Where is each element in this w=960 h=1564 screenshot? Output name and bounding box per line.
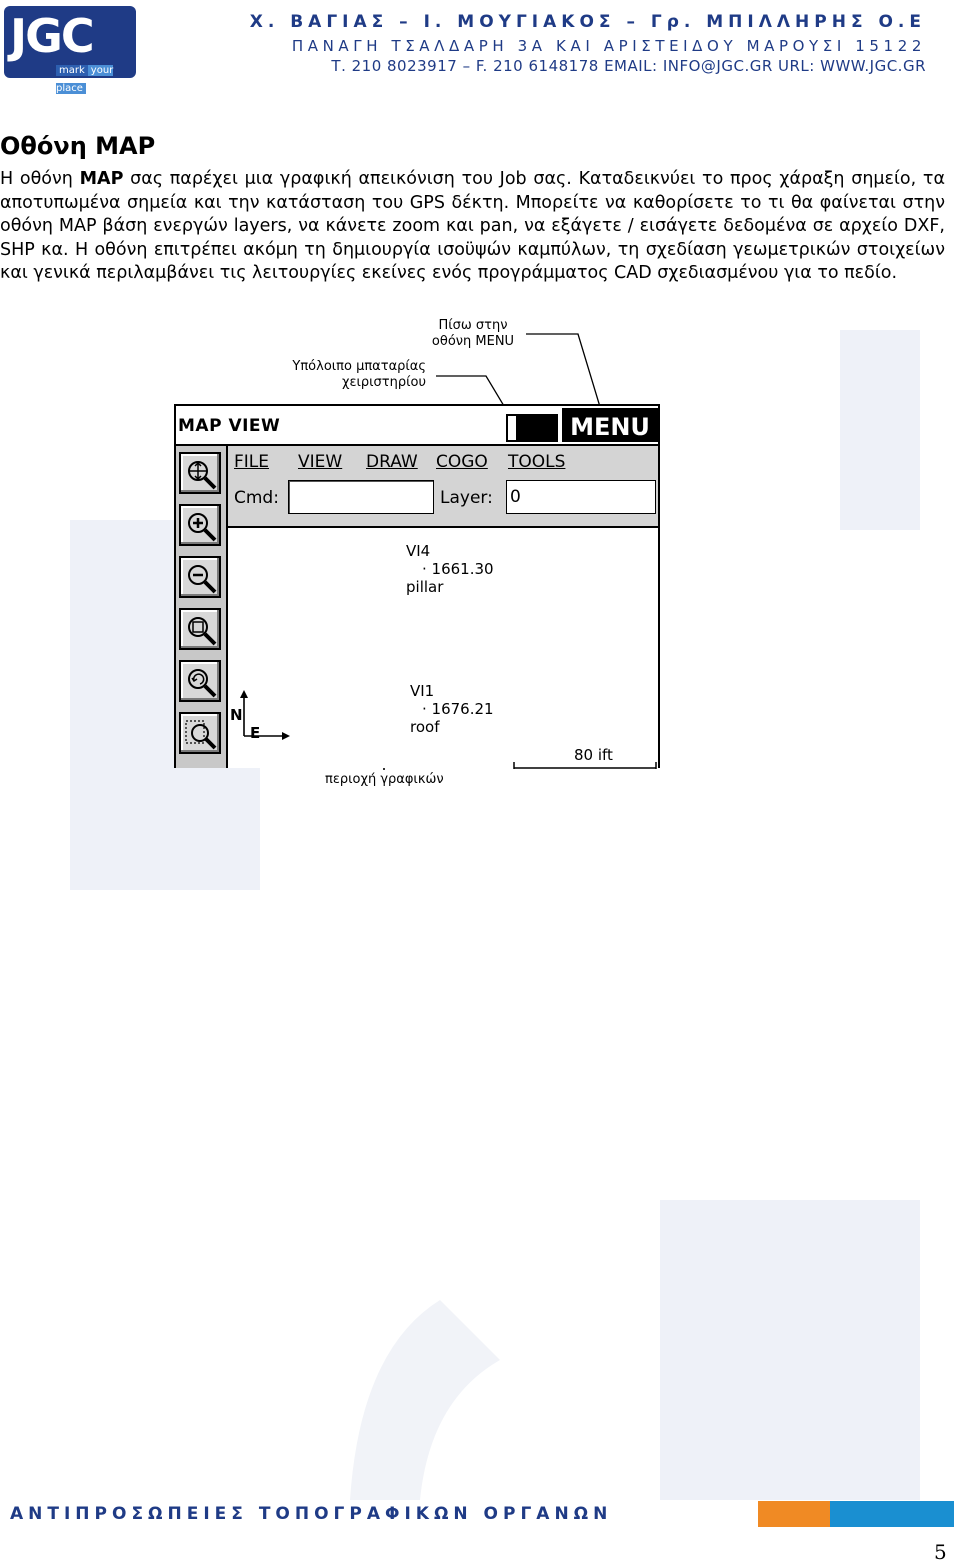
point-name: VI4 xyxy=(406,542,431,560)
battery-indicator xyxy=(506,414,558,442)
company-address: ΠΑΝΑΓΗ ΤΣΑΛΔΑΡΗ 3Α ΚΑΙ ΑΡΙΣΤΕΙΔΟΥ ΜΑΡΟΥΣΙ 15122 xyxy=(291,37,926,55)
map-view-screen xyxy=(174,404,660,768)
map-point[interactable] xyxy=(410,682,494,736)
zoom-window-icon[interactable] xyxy=(179,608,221,650)
callout-menu-line1: Πίσω στην xyxy=(438,318,508,333)
menu-tools[interactable]: TOOLS xyxy=(508,452,566,472)
point-code: pillar xyxy=(406,578,444,596)
section-title: Οθόνη MAP xyxy=(0,132,156,160)
company-contact: Τ. 210 8023917 – F. 210 6148178 EMAIL: INFO@JGC.GR URL: WWW.JGC.GR xyxy=(331,57,926,75)
footer-accent-blue xyxy=(830,1501,954,1527)
layer-label: Layer: xyxy=(440,488,493,508)
zoom-out-icon[interactable] xyxy=(179,556,221,598)
map-toolbar xyxy=(176,446,228,768)
callout-menu-line2: οθόνη MENU xyxy=(431,334,515,349)
logo-text: JGC xyxy=(10,9,93,63)
point-code: roof xyxy=(410,718,440,736)
east-label: E xyxy=(250,724,261,742)
north-label: N xyxy=(230,706,243,724)
cmd-label: Cmd: xyxy=(234,488,279,508)
screen-title: MAP VIEW xyxy=(178,416,281,436)
callout-battery-line2: χειριστηρίου xyxy=(341,375,426,390)
scale-bar xyxy=(512,760,658,770)
menu-view[interactable]: VIEW xyxy=(298,452,343,472)
logo-tag-place: your place xyxy=(56,65,114,94)
callout-graphics-area: περιοχή γραφικών xyxy=(325,772,444,787)
pan-tool-icon[interactable] xyxy=(179,452,221,494)
title-bar xyxy=(176,406,658,446)
logo-tag-mark: mark xyxy=(56,65,88,76)
menu-draw[interactable]: DRAW xyxy=(366,452,418,472)
zoom-previous-icon[interactable] xyxy=(179,660,221,702)
page-number: 5 xyxy=(934,1540,947,1564)
zoom-in-icon[interactable] xyxy=(179,504,221,546)
map-point[interactable] xyxy=(406,542,494,596)
footer-text: ΑΝΤΙΠΡΟΣΩΠΕΙΕΣ ΤΟΠΟΓΡΑΦΙΚΩΝ ΟΡΓΑΝΩΝ xyxy=(10,1504,613,1524)
menu-button[interactable]: MENU xyxy=(562,408,658,442)
callout-battery-line1: Υπόλοιπο μπαταρίας xyxy=(292,359,426,374)
point-elevation: · 1661.30 xyxy=(422,560,494,578)
layer-input[interactable]: 0 xyxy=(506,480,656,514)
body-prefix: Η οθόνη xyxy=(0,169,80,189)
body-bold: MAP xyxy=(79,169,124,189)
menu-bar xyxy=(228,446,658,528)
scale-label: 80 ift xyxy=(574,746,613,764)
footer-accent-orange xyxy=(758,1501,830,1527)
menu-file[interactable]: FILE xyxy=(234,452,270,472)
map-graphics-area[interactable] xyxy=(228,528,658,768)
point-elevation: · 1676.21 xyxy=(422,700,494,718)
point-name: VI1 xyxy=(410,682,435,700)
body-rest: σας παρέχει μια γραφική απεικόνιση του Job σας. Καταδεικνύει το προς χάραξη σημείο, τα αποτυπωμένα σημεία και την κατάσταση του GPS δέκτη. Μπορείτε να καθορίσετε το τι θα φαίνεται στην οθόνη MAP βάση ενεργών layers, να κάνετε zoom και pan, να εξάγετε / εισάγετε δεδομένα σε αρχείο DXF, SHP κα. Η οθόνη επιτρέπει ακόμη τη δημιουργία ισοϋψών καμπύλων, τη σχεδίαση γεωμετρικών στοιχείων και γενικά περιλαμβάνει τις λειτουργίες εκείνες ενός προγράμματος CAD σχεδιασμένου για το πεδίο. xyxy=(0,169,945,283)
company-name: Χ. ΒΑΓΙΑΣ – Ι. ΜΟΥΓΙΑΚΟΣ – Γρ. ΜΠΙΛΛΗΡΗΣ Ο.Ε xyxy=(249,12,926,32)
cmd-input[interactable] xyxy=(288,480,434,514)
menu-cogo[interactable]: COGO xyxy=(436,452,488,472)
zoom-extents-icon[interactable] xyxy=(179,712,221,754)
